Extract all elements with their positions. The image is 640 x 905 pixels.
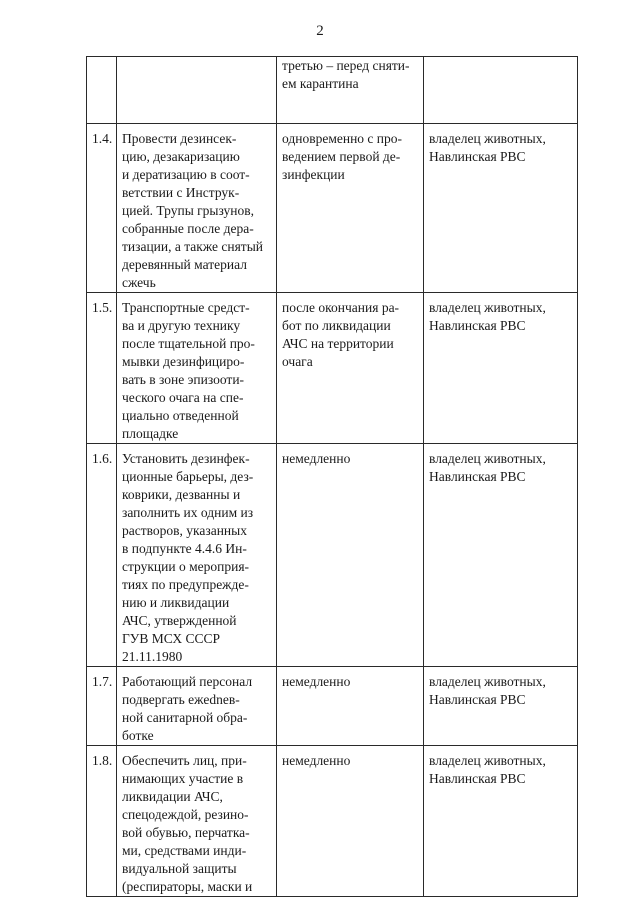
table-row (87, 124, 578, 293)
measure-text: Работающий персонал подвергать ежednев- ной санитарной обра- ботке (117, 667, 277, 746)
responsible-text: владелец животных, Навлинская РВС (424, 124, 578, 293)
responsible-text: владелец животных, Навлинская РВС (424, 444, 578, 667)
table-row (87, 667, 578, 746)
responsible-text: владелец животных, Навлинская РВС (424, 293, 578, 444)
measure-text: Установить дезинфек- ционные барьеры, дез- коврики, дезванны и заполнить их одним из растворов, указанных в подпункте 4.4.6 Ин- струкции о мероприя- тиях по предупрежде- нию и ликвидации АЧС, утвержденной ГУВ МСХ СССР 21.11.1980 (117, 444, 277, 667)
deadline-text: немедленно (277, 667, 424, 746)
deadline-text: после окончания ра- бот по ликвидации АЧС на территории очага (277, 293, 424, 444)
deadline-text: третью – перед сняти- ем карантина (277, 57, 424, 124)
deadline-text: немедленно (277, 444, 424, 667)
measure-text (117, 57, 277, 124)
item-number: 1.7. (87, 667, 117, 746)
item-number: 1.5. (87, 293, 117, 444)
responsible-text: владелец животных, Навлинская РВС (424, 746, 578, 897)
table-row (87, 746, 578, 897)
table-row (87, 57, 578, 124)
item-number: 1.6. (87, 444, 117, 667)
item-number: 1.8. (87, 746, 117, 897)
measure-text: Обеспечить лиц, при- нимающих участие в ликвидации АЧС, спецодеждой, резино- вой обувью, перчатка- ми, средствами инди- видуальной защиты (респираторы, маски и (117, 746, 277, 897)
table-row (87, 293, 578, 444)
deadline-text: немедленно (277, 746, 424, 897)
page-number: 2 (316, 23, 324, 39)
responsible-text (424, 57, 578, 124)
measure-text: Провести дезинсек- цию, дезакаризацию и дератизацию в соот- ветствии с Инструк- цией. Трупы грызунов, собранные после дера- тизации, а также снятый деревянный материал сжечь (117, 124, 277, 293)
table-row (87, 444, 578, 667)
responsible-text: владелец животных, Навлинская РВС (424, 667, 578, 746)
item-number (87, 57, 117, 124)
item-number: 1.4. (87, 124, 117, 293)
measures-table (86, 56, 578, 897)
deadline-text: одновременно с про- ведением первой де- зинфекции (277, 124, 424, 293)
measure-text: Транспортные средст- ва и другую технику после тщательной про- мывки дезинфициро- вать в зоне эпизооти- ческого очага на спе- циально отведенной площадке (117, 293, 277, 444)
